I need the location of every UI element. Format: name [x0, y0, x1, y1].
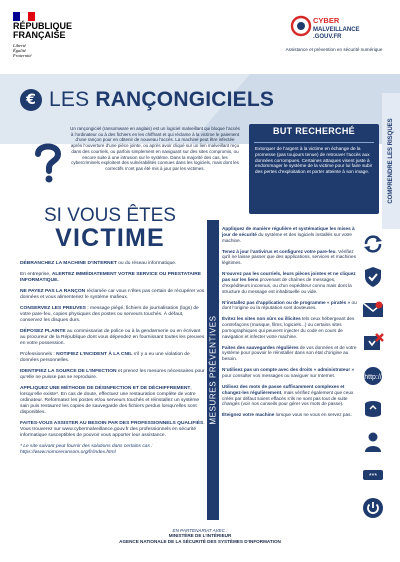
list-item: NE PAYEZ PAS LA RANÇON réclamée car vous n’êtes pas certain de récupérer vos données et vous alimenteriez le système mafieux.: [20, 289, 205, 301]
footer: EN PARTENARIAT AVEC : MINISTÈRE DE L’INTÉRIEUR AGENCE NATIONALE DE LA SÉCURITÉ DES SYSTÈMES D’INFORMATION: [119, 528, 281, 544]
svg-text:MALVEILLANCE: MALVEILLANCE: [313, 27, 360, 33]
rf-motto: Liberté Égalité Fraternité: [13, 43, 32, 58]
browser-icon: [361, 364, 385, 388]
svg-text:***: ***: [368, 473, 378, 480]
question-mark-icon: [30, 140, 66, 182]
svg-text:.GOUV.FR: .GOUV.FR: [313, 34, 342, 40]
list-item: FAITES-VOUS ASSISTER AU BESOIN PAR DES PROFESSIONNELS QUALIFIÉS. Vous trouverez sur www.cybermalveillance.gouv.fr des professionnels en sécurité informatique susceptibles de pouvoir vous apporter leur assistance.: [20, 420, 205, 438]
intro-text: Un rançongiciel (ransomware en anglais) est un logiciel malveillant qui bloque l’accès à l’ordinateur ou à des fichiers en les chiffrant et qui réclame à la victime le paiement d’une rançon pour en obtenir de nouveau l’accès. La machine peut être infectée après l’ouverture d’une pièce jointe, ou après avoir cliqué sur un lien malveillant reçu dans des courriels, ou parfois simplement en naviguant sur des sites compromis, ou encore suite à une intrusion sur le système. Dans la majorité des cas, les cybercriminels exploitent des vulnérabilités connues dans les logiciels, mais dont les correctifs n’ont pas été mis à jour par les victimes.: [70, 126, 240, 171]
victim-steps: [20, 261, 206, 461]
victim-title: SI VOUS ÊTES VICTIME: [44, 205, 176, 252]
svg-text:http://: http://: [364, 374, 382, 381]
page-title: € LES RANÇONGICIELS: [20, 88, 274, 112]
envelope-icon: [361, 298, 385, 322]
goal-text: Extorquer de l’argent à la victime en échange de la promesse (pas toujours tenue) de retrouver l’accès aux données corrompues. Certaines attaques visent juste à endommager le système de la victime pour lui faire subir des pertes d’exploitation et porter atteinte à son image.: [255, 146, 373, 175]
side-label-risks: COMPRENDRE LES RISQUES: [382, 93, 400, 229]
list-item: Tenez à jour l’antivirus et configurez votre pare-feu. Vérifiez qu’il ne laisse passer que des applications, services et machines légitimes.: [222, 248, 356, 266]
goal-title: BUT RECHERCHÉ: [273, 126, 355, 136]
measures-label: MESURES PRÉVENTIVES: [207, 220, 219, 520]
list-item: IDENTIFIEZ LA SOURCE DE L’INFECTION et prenez les mesures nécessaires pour qu’elle ne puisse pas se reproduire.: [20, 369, 205, 381]
svg-text:CYBER: CYBER: [313, 16, 340, 25]
list-item: DÉBRANCHEZ LA MACHINE D’INTERNET ou du réseau informatique.: [20, 261, 177, 266]
shield-check-icon: [361, 265, 385, 289]
footnote: * Le site suivant peut fournir des solutions dans certains cas : https://www.nomoreransom.org/fr/index.html: [20, 443, 153, 455]
list-item: Professionnels : NOTIFIEZ L’INCIDENT À LA CNIL s’il y a eu une violation de données personnelles.: [20, 352, 190, 364]
list-item: N’ouvrez pas les courriels, leurs pièces jointes et ne cliquez pas sur les liens provenant de chaînes de messages, d’expéditeurs inconnus, ou d’un expéditeur connu mais dont la structure du message est inhabituelle ou vide.: [222, 271, 356, 294]
admin-user-icon: [361, 430, 385, 454]
measures-icons: [361, 232, 389, 529]
list-item: Éteignez votre machine lorsque vous ne vous en servez pas.: [222, 412, 352, 418]
list-item: APPLIQUEZ UNE MÉTHODE DE DÉSINFECTION ET DE DÉCHIFFREMENT, lorsqu’elle existe*. En cas de doute, effectuez une restauration complète de votre ordinateur. Reformatez les postes et/ou serveurs touchés et réinstallez un système sain puis restaurez les copies de sauvegarde des fichiers perdus lorsqu’elles sont disponibles.: [20, 386, 200, 415]
goal-divider: [254, 142, 374, 143]
rf-flag: [13, 12, 35, 21]
cm-tagline: Assistance et prévention en sécurité numérique: [285, 47, 383, 52]
list-item: Utilisez des mots de passe suffisamment complexes et changez-les régulièrement, mais vérifiez également que ceux créés par défaut soient effacés s’ils ne sont pas tout de suite changés (voir nos conseils pour gérer vos mots de passe).: [222, 384, 354, 407]
rf-title: RÉPUBLIQUE FRANÇAISE: [13, 21, 73, 40]
euro-icon: €: [20, 89, 42, 111]
power-icon: [361, 496, 385, 520]
list-item: N’utilisez pas un compte avec des droits « administrateur » pour consulter vos messages ou naviguer sur Internet.: [222, 367, 355, 379]
arrows-icon: [361, 232, 385, 256]
backup-icon: [361, 397, 385, 421]
list-item: Faites des sauvegardes régulières de vos données et de votre système pour pouvoir le réinstaller dans son état d’origine au besoin.: [222, 344, 357, 362]
list-item: En entreprise, ALERTEZ IMMÉDIATEMENT VOTRE SERVICE OU PRESTATAIRE INFORMATIQUE.: [20, 272, 202, 284]
list-item: N’installez pas d’application ou de programme « piratés » ou dont l’origine ou la réputation sont douteuses.: [222, 299, 357, 311]
password-icon: [361, 463, 385, 487]
cancel-download-icon: [361, 331, 385, 355]
list-item: Appliquez de manière régulière et systématique les mises à jour de sécurité du système et des logiciels installés sur votre machine.: [222, 226, 355, 243]
cybermalveillance-logo: [291, 12, 360, 46]
preventive-measures: [222, 226, 358, 423]
list-item: Évitez les sites non sûrs ou illicites tels ceux hébergeant des contrefaçons (musique, films, logiciels...) ou certains sites pornographiques qui peuvent injecter du code en cours de navigation et infecter votre machine.: [222, 316, 355, 339]
list-item: CONSERVEZ LES PREUVES : message piégé, fichiers de journalisation (logs) de votre pare-feu, copies physiques des postes ou serveurs touchés. À défaut, conservez les disques durs.: [20, 306, 199, 324]
list-item: DÉPOSEZ PLAINTE au commissariat de police ou à la gendarmerie ou en écrivant au procureur de la République dont vous dépendez en fournissant toutes les preuves en votre possession.: [20, 329, 205, 346]
